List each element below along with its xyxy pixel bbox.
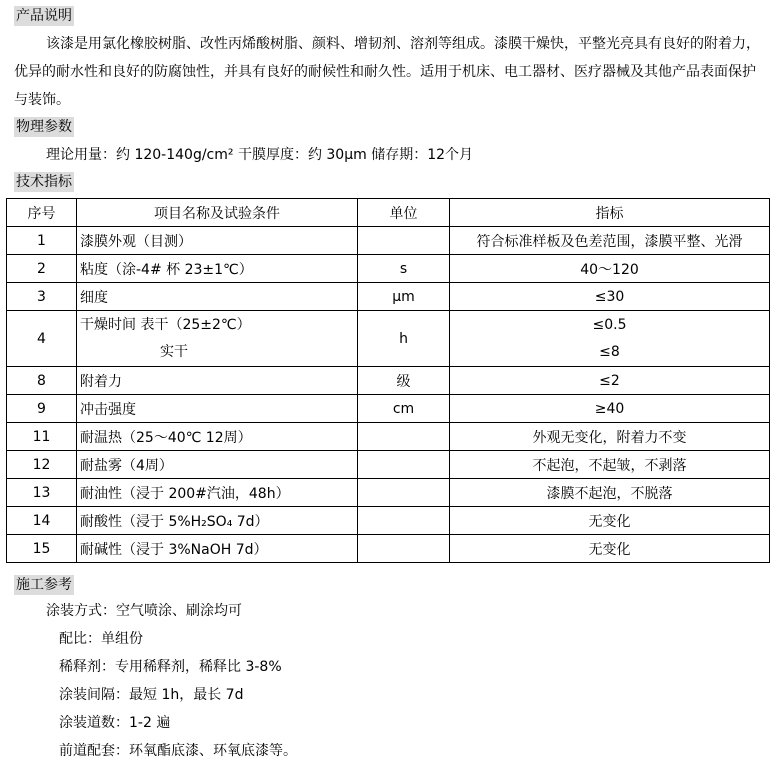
section-title-product: 产品说明 (16, 8, 72, 24)
row-unit (358, 479, 450, 507)
row-no: 15 (7, 535, 77, 563)
construction-line-ratio: 配比：单组份 (59, 631, 143, 647)
row-item: 漆膜外观（目测） (77, 227, 358, 255)
row-unit: s (358, 255, 450, 283)
row-no: 9 (7, 395, 77, 423)
row-no: 8 (7, 367, 77, 395)
section-title-construction: 施工参考 (16, 577, 72, 593)
row-item-line1: 干燥时间 表干（25±2℃） (80, 316, 251, 333)
row-item: 粘度（涂-4# 杯 23±1℃） (77, 255, 358, 283)
row-value: 40～120 (450, 255, 770, 283)
row-unit (358, 535, 450, 563)
col-header-value: 指标 (450, 199, 770, 227)
construction-line-method: 涂装方式：空气喷涂、刷涂均可 (46, 603, 242, 619)
table-row (7, 507, 770, 535)
row-item: 耐温热（25～40℃ 12周） (77, 423, 358, 451)
col-header-unit: 单位 (358, 199, 450, 227)
construction-line-thinner: 稀释剂：专用稀释剂，稀释比 3-8% (59, 659, 282, 675)
row-unit (358, 423, 450, 451)
construction-line-primer: 前道配套：环氧酯底漆、环氧底漆等。 (59, 743, 297, 759)
row-no: 4 (7, 311, 77, 367)
product-description-text: 该漆是用氯化橡胶树脂、改性丙烯酸树脂、颜料、增韧剂、溶剂等组成。漆膜干燥快，平整光亮具有良好的附着力，优异的耐水性和良好的防腐蚀性，并具有良好的耐候性和耐久性。适用于机床、电工器材、医疗器械及其他产品表面保护与装饰。 (14, 36, 760, 108)
table-row (7, 423, 770, 451)
row-value: 符合标准样板及色差范围，漆膜平整、光滑 (450, 227, 770, 255)
row-no: 1 (7, 227, 77, 255)
row-no: 12 (7, 451, 77, 479)
construction-line-coats: 涂装道数：1-2 遍 (59, 715, 171, 731)
row-value (450, 311, 770, 367)
col-header-no: 序号 (7, 199, 77, 227)
row-unit: μm (358, 283, 450, 311)
row-unit: h (358, 311, 450, 367)
row-value: 无变化 (450, 535, 770, 563)
table-row (7, 283, 770, 311)
row-item: 附着力 (77, 367, 358, 395)
row-item (77, 311, 358, 367)
row-no: 14 (7, 507, 77, 535)
row-value: ≤30 (450, 283, 770, 311)
section-title-tech: 技术指标 (16, 174, 72, 190)
row-item: 耐油性（浸于 200#汽油，48h） (77, 479, 358, 507)
table-header-row (7, 199, 770, 227)
row-unit (358, 507, 450, 535)
col-header-item: 项目名称及试验条件 (77, 199, 358, 227)
table-row (7, 311, 770, 367)
physical-params-line: 理论用量：约 120-140g/cm² 干膜厚度：约 30μm 储存期：12个月 (46, 147, 474, 163)
row-item-line2: 实干 (160, 343, 188, 360)
row-no: 3 (7, 283, 77, 311)
table-row (7, 451, 770, 479)
row-value: 无变化 (450, 507, 770, 535)
spec-table (6, 198, 770, 563)
row-unit: cm (358, 395, 450, 423)
row-item: 耐酸性（浸于 5%H₂SO₄ 7d） (77, 507, 358, 535)
row-value-line2: ≤8 (599, 343, 620, 360)
table-row (7, 255, 770, 283)
table-row (7, 479, 770, 507)
row-no: 11 (7, 423, 77, 451)
construction-line-interval: 涂装间隔：最短 1h，最长 7d (59, 687, 244, 703)
product-description (14, 30, 766, 114)
table-row (7, 535, 770, 563)
table-row (7, 395, 770, 423)
row-item: 耐盐雾（4周） (77, 451, 358, 479)
row-no: 2 (7, 255, 77, 283)
row-value: 外观无变化，附着力不变 (450, 423, 770, 451)
row-unit (358, 227, 450, 255)
section-title-physical: 物理参数 (16, 119, 72, 135)
table-row (7, 367, 770, 395)
row-no: 13 (7, 479, 77, 507)
row-value: ≤2 (450, 367, 770, 395)
row-item: 冲击强度 (77, 395, 358, 423)
row-value: 不起泡，不起皱，不剥落 (450, 451, 770, 479)
row-value: ≥40 (450, 395, 770, 423)
row-unit (358, 451, 450, 479)
row-value-line1: ≤0.5 (592, 316, 627, 333)
row-item: 耐碱性（浸于 3%NaOH 7d） (77, 535, 358, 563)
row-value: 漆膜不起泡，不脱落 (450, 479, 770, 507)
row-item: 细度 (77, 283, 358, 311)
row-unit: 级 (358, 367, 450, 395)
table-row (7, 227, 770, 255)
